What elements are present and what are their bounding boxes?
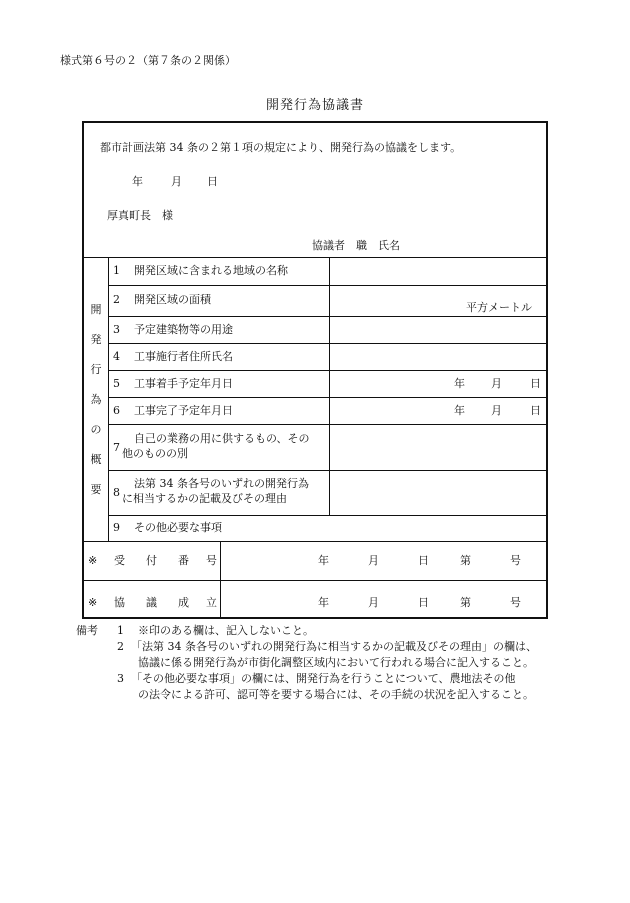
- item-label-article-34: 法第 34 条各号のいずれの開発行為: [134, 477, 309, 490]
- intro-date-month: 月: [171, 175, 182, 188]
- side-label-char: 要: [90, 483, 102, 496]
- item-label-article-34: に相当するかの記載及びその理由: [122, 492, 287, 505]
- agreement-day: 日: [418, 596, 429, 609]
- item-number: 5: [113, 377, 120, 390]
- note-number: 1: [117, 624, 124, 637]
- row-rule: [108, 370, 546, 371]
- note-text: 「その他必要な事項」の欄には、開発行為を行うことについて、農地法その他: [131, 672, 516, 685]
- row-rule: [108, 424, 546, 425]
- form-reference: 様式第６号の２（第７条の２関係）: [60, 54, 236, 67]
- item-label-area-size: 開発区域の面積: [134, 293, 211, 306]
- value-column-rule: [329, 257, 330, 515]
- side-label-char: 行: [90, 363, 102, 376]
- end-date-year: 年: [454, 404, 465, 417]
- office-mark: ※: [88, 596, 98, 609]
- item-label-business-use: 他のものの別: [122, 447, 188, 460]
- agreement-label-char: 立: [206, 596, 217, 609]
- notes-heading: 備考: [76, 624, 98, 637]
- row-rule: [108, 316, 546, 317]
- addressee: 厚真町長 様: [107, 209, 173, 222]
- item-label-building-use: 予定建築物等の用途: [134, 323, 233, 336]
- item-number: 2: [113, 293, 120, 306]
- receipt-day: 日: [418, 554, 429, 567]
- intro-date-day: 日: [207, 175, 218, 188]
- receipt-label-char: 号: [206, 554, 217, 567]
- office-mark: ※: [88, 554, 98, 567]
- receipt-number-prefix: 第: [460, 554, 471, 567]
- note-text: 協議に係る開発行為が市街化調整区域内において行われる場合に記入すること。: [138, 656, 534, 669]
- section-rule: [84, 541, 546, 542]
- receipt-year: 年: [318, 554, 329, 567]
- item-label-start-date: 工事着手予定年月日: [134, 377, 233, 390]
- item-number: 4: [113, 350, 120, 363]
- item-label-business-use: 自己の業務の用に供するもの、その: [134, 432, 310, 445]
- start-date-year: 年: [454, 377, 465, 390]
- signer-label: 協議者 職 氏名: [312, 239, 400, 252]
- side-label-char: 概: [90, 453, 102, 466]
- end-date-day: 日: [530, 404, 541, 417]
- note-text: ※印のある欄は、記入しないこと。: [138, 624, 314, 637]
- item-number: 7: [113, 441, 120, 454]
- receipt-number-suffix: 号: [510, 554, 521, 567]
- row-rule: [108, 343, 546, 344]
- agreement-label-char: 成: [178, 596, 189, 609]
- side-label-rule: [108, 257, 109, 541]
- side-label-char: 為: [90, 393, 102, 406]
- receipt-label-char: 番: [178, 554, 189, 567]
- agreement-year: 年: [318, 596, 329, 609]
- agreement-month: 月: [368, 596, 379, 609]
- office-column-rule: [220, 541, 221, 619]
- side-label-char: 開: [90, 303, 102, 316]
- end-date-month: 月: [491, 404, 502, 417]
- section-rule: [84, 257, 546, 258]
- form-frame: [82, 121, 548, 619]
- item-label-contractor: 工事施行者住所氏名: [134, 350, 233, 363]
- receipt-label-char: 受: [114, 554, 125, 567]
- side-label-char: 発: [90, 333, 102, 346]
- receipt-label-char: 付: [146, 554, 157, 567]
- agreement-number-prefix: 第: [460, 596, 471, 609]
- item-number: 9: [113, 521, 120, 534]
- item-label-other-matters: その他必要な事項: [134, 521, 222, 534]
- row-rule: [108, 285, 546, 286]
- note-text: の法令による許可、認可等を要する場合には、その手続の状況を記入すること。: [138, 688, 534, 701]
- intro-statement: 都市計画法第 34 条の２第１項の規定により、開発行為の協議をします。: [100, 141, 462, 154]
- item-number: 3: [113, 323, 120, 336]
- start-date-day: 日: [530, 377, 541, 390]
- intro-date-year: 年: [132, 175, 143, 188]
- item-label-area-name: 開発区域に含まれる地域の名称: [134, 264, 288, 277]
- document-title: 開発行為協議書: [265, 98, 364, 113]
- item-number: 6: [113, 404, 120, 417]
- row-rule: [108, 397, 546, 398]
- note-number: 2: [117, 640, 124, 653]
- start-date-month: 月: [491, 377, 502, 390]
- note-number: 3: [117, 672, 124, 685]
- receipt-month: 月: [368, 554, 379, 567]
- item-number: 8: [113, 486, 120, 499]
- agreement-number-suffix: 号: [510, 596, 521, 609]
- area-unit: 平方メートル: [466, 301, 532, 314]
- side-label-char: の: [90, 423, 102, 436]
- item-label-end-date: 工事完了予定年月日: [134, 404, 233, 417]
- note-text: 「法第 34 条各号のいずれの開発行為に相当するかの記載及びその理由」の欄は、: [131, 640, 537, 653]
- agreement-label-char: 協: [114, 596, 125, 609]
- row-rule: [108, 515, 546, 516]
- item-number: 1: [113, 264, 120, 277]
- section-rule: [84, 580, 546, 581]
- row-rule: [108, 470, 546, 471]
- agreement-label-char: 議: [146, 596, 157, 609]
